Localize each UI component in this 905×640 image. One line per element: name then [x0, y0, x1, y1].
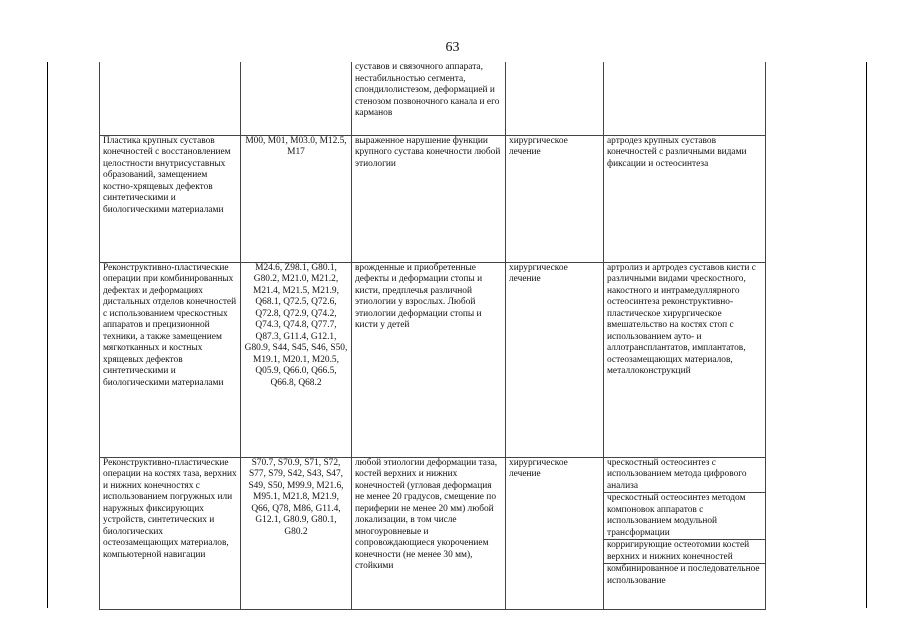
patient-model-cell: любой этиологии деформации таза, костей верхних и нижних конечностей (угловая деформация не менее 20 градусов, смещение по периферии не менее 20 мм) любой локализации, в том числе многоуровневые и сопровождающиеся укорочением конечности (не менее 30 мм), стойкими — [352, 457, 506, 609]
treatment-type-cell: хирургическое лечение — [506, 457, 604, 609]
method-text: чрескостный остеосинтез с использованием метода цифрового анализа — [604, 458, 765, 494]
intervention-name-cell: Реконструктивно-пластические операции при комбинированных дефектах и деформациях дистальных отделов конечностей с использованием чрескостных аппаратов и прецизионной техники, а также замещением мягкотканных и костных хрящевых дефектов синтетическими и биологическими материалами — [100, 262, 241, 457]
table-row — [100, 262, 766, 457]
page-number: 63 — [445, 40, 460, 55]
intervention-name-cell: Реконструктивно-пластические операции на костях таза, верхних и нижних конечностях с использованием погружных или наружных фиксирующих устройств, синтетических и биологических остеозамещающих материалов, компьютерной навигации — [100, 457, 241, 609]
patient-model-cell: суставов и связочного аппарата, нестабильностью сегмента, спондилолистезом, деформацией и стенозом позвоночного канала и его карманов — [352, 62, 506, 135]
icd-codes-cell: M00, M01, M03.0, M12.5, M17 — [241, 135, 352, 262]
method-cell — [604, 62, 766, 135]
table-row — [100, 135, 766, 262]
intervention-name-cell: Пластика крупных суставов конечностей с восстановлением целостности внутрисуставных образований, замещением костно-хрящевых дефектов синтетическими и биологическими материалами — [100, 135, 241, 262]
patient-model-cell: врожденные и приобретенные дефекты и деформации стопы и кисти, предплечья различной этиологии у взрослых. Любой этиологии деформации стопы и кисти у детей — [352, 262, 506, 457]
intervention-name-cell — [100, 62, 241, 135]
medical-care-table — [99, 62, 766, 610]
icd-codes-cell: S70.7, S70.9, S71, S72, S77, S79, S42, S43, S47, S49, S50, M99.9, M21.6, M95.1, M21.8, M21.9, Q66, Q78, M86, G11.4, G12.1, G80.9, G80.1, G80.2 — [241, 457, 352, 609]
method-text: артродез крупных суставов конечностей с различными видами фиксации и остеосинтеза — [607, 135, 747, 169]
method-text: артролиз и артродез суставов кисти с различными видами чрескостного, накостного и интрамедуллярного остеосинтеза реконструктивно-пластическое хирургическое вмешательство на костях стоп с использованием ауто- и аллотрансплантатов, имплантатов, остеозамещающих материалов, металлоконструкций — [607, 262, 756, 376]
method-cell — [604, 457, 766, 609]
table-row — [100, 457, 766, 609]
method-text: комбинированное и последовательное использование — [607, 564, 760, 586]
left-margin-line — [47, 62, 48, 608]
treatment-type-cell: хирургическое лечение — [506, 262, 604, 457]
patient-model-cell: выраженное нарушение функции крупного сустава конечности любой этиологии — [352, 135, 506, 262]
method-text: чрескостный остеосинтез методом компоновок аппаратов с использованием модульной трансформации — [604, 493, 765, 540]
table-row — [100, 62, 766, 135]
right-margin-line — [866, 62, 867, 608]
icd-codes-cell — [241, 62, 352, 135]
method-cell — [604, 262, 766, 457]
treatment-type-cell: хирургическое лечение — [506, 135, 604, 262]
treatment-type-cell — [506, 62, 604, 135]
icd-codes-cell: M24.6, Z98.1, G80.1, G80.2, M21.0, M21.2, M21.4, M21.5, M21.9, Q68.1, Q72.5, Q72.6, Q72.8, Q72.9, Q74.2, Q74.3, Q74.8, Q77.7, Q87.3, G11.4, G12.1, G80.9, S44, S45, S46, S50, M19.1, M20.1, M20.5, Q05.9, Q66.0, Q66.5, Q66.8, Q68.2 — [241, 262, 352, 457]
method-text: корригирующие остеотомии костей верхних и нижних конечностей — [604, 540, 765, 564]
method-cell — [604, 135, 766, 262]
